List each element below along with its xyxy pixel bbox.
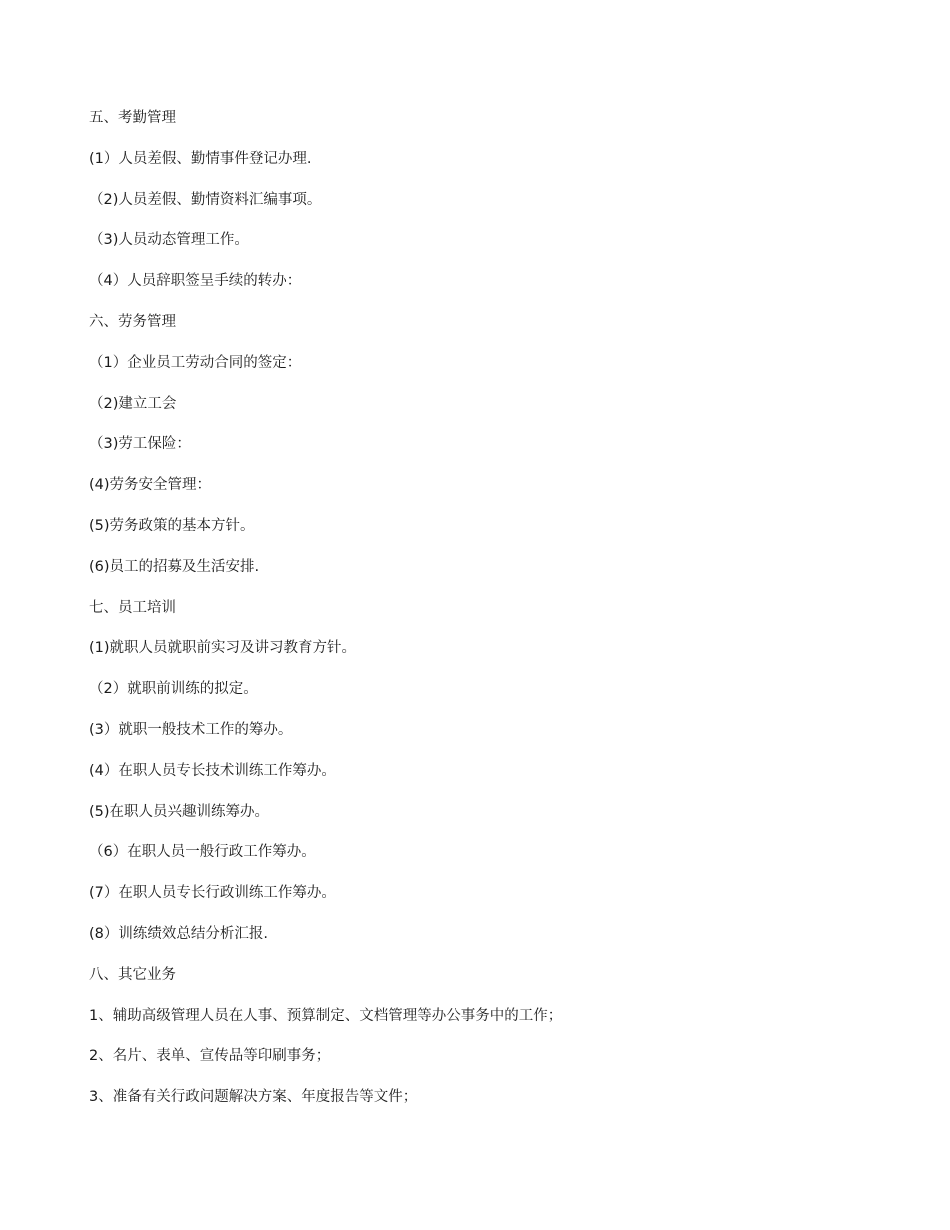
list-item: (5)在职人员兴趣训练筹办。: [89, 803, 270, 820]
list-item: （2)人员差假、勤情资料汇编事项。: [89, 191, 322, 208]
section-heading-training: 七、员工培训: [89, 599, 176, 616]
list-item: (1）人员差假、勤情事件登记办理.: [89, 150, 312, 167]
list-item: (7）在职人员专长行政训练工作筹办。: [89, 885, 336, 902]
document-body: [89, 106, 889, 1126]
section-heading-other: 八、其它业务: [89, 966, 176, 983]
list-item: （3)人员动态管理工作。: [89, 232, 249, 249]
list-item: （3)劳工保险：: [89, 436, 191, 453]
section-heading-attendance: 五、考勤管理: [89, 110, 176, 126]
list-item: 3、准备有关行政问题解决方案、年度报告等文件；: [89, 1089, 418, 1106]
list-item: （2）就职前训练的拟定。: [89, 681, 258, 698]
list-item: (8）训练绩效总结分析汇报.: [89, 925, 268, 942]
list-item: (1)就职人员就职前实习及讲习教育方针。: [89, 640, 357, 657]
list-item: (4）在职人员专长技术训练工作筹办。: [89, 762, 336, 779]
list-item: 2、名片、表单、宣传品等印刷事务；: [89, 1048, 331, 1065]
section-heading-labor: 六、劳务管理: [89, 313, 176, 330]
list-item: 1、辅助高级管理人员在人事、预算制定、文档管理等办公事务中的工作；: [89, 1007, 563, 1024]
list-item: （2)建立工会: [89, 395, 177, 412]
list-item: （4）人员辞职签呈手续的转办：: [89, 273, 302, 290]
list-item: (3）就职一般技术工作的筹办。: [89, 721, 293, 738]
list-item: （1）企业员工劳动合同的签定：: [89, 354, 302, 371]
list-item: (6)员工的招募及生活安排.: [89, 558, 260, 575]
list-item: (5)劳务政策的基本方针。: [89, 517, 255, 534]
list-item: (4)劳务安全管理：: [89, 477, 212, 494]
list-item: （6）在职人员一般行政工作筹办。: [89, 844, 316, 861]
